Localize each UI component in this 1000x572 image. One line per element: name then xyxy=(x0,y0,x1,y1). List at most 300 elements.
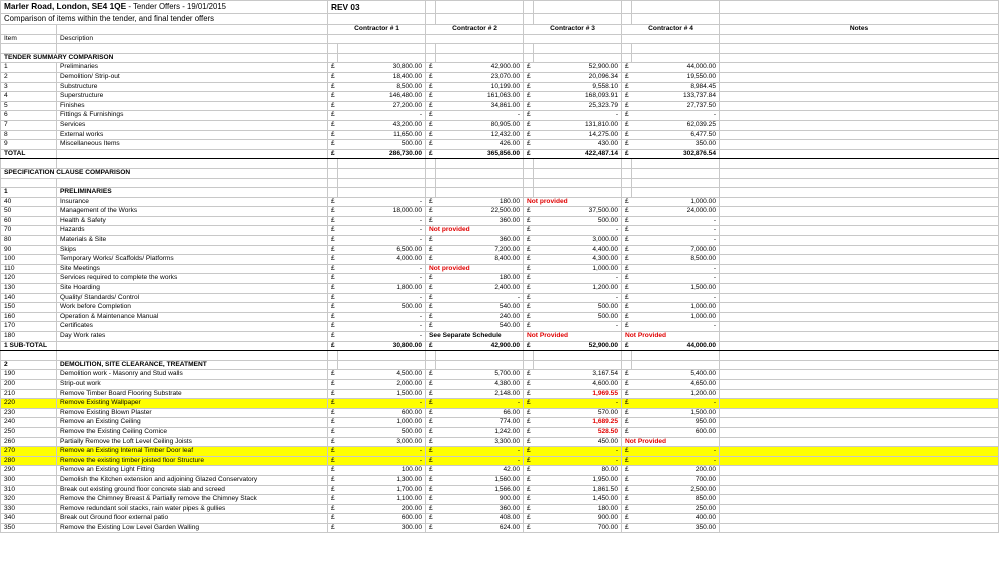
currency-symbol[interactable]: £ xyxy=(524,236,534,246)
contractor-4-value[interactable]: - xyxy=(632,399,720,409)
contractor-2-value[interactable]: 540.00 xyxy=(436,322,524,332)
contractor-3-value[interactable]: 4,300.00 xyxy=(534,255,622,265)
clause-number[interactable]: 70 xyxy=(1,226,57,236)
currency-symbol[interactable]: £ xyxy=(524,389,534,399)
contractor-3-value[interactable]: Not provided xyxy=(524,197,622,207)
currency-symbol[interactable]: £ xyxy=(524,370,534,380)
clause-number[interactable]: 140 xyxy=(1,293,57,303)
currency-symbol[interactable]: £ xyxy=(622,379,632,389)
blank-cell[interactable] xyxy=(534,53,622,63)
clause-description[interactable]: Insurance xyxy=(57,197,328,207)
currency-symbol[interactable]: £ xyxy=(426,466,436,476)
blank-cell[interactable] xyxy=(1,44,57,54)
clause-number[interactable]: 100 xyxy=(1,255,57,265)
contractor-2-value[interactable]: 10,199.00 xyxy=(436,82,524,92)
currency-symbol[interactable]: £ xyxy=(426,120,436,130)
blank-cell[interactable] xyxy=(338,360,426,370)
contractor-3-value[interactable]: - xyxy=(534,226,622,236)
contractor-1-value[interactable]: - xyxy=(338,456,426,466)
contractor-3-value[interactable]: 570.00 xyxy=(534,408,622,418)
clause-number[interactable]: 300 xyxy=(1,475,57,485)
item-description[interactable]: Substructure xyxy=(57,82,328,92)
contractor-1-value[interactable]: 18,400.00 xyxy=(338,72,426,82)
currency-symbol[interactable]: £ xyxy=(524,495,534,505)
contractor-1-value[interactable]: - xyxy=(338,332,426,342)
blank-cell[interactable] xyxy=(720,34,999,44)
blank-cell[interactable] xyxy=(524,1,534,14)
item-description[interactable]: Demolition/ Strip-out xyxy=(57,72,328,82)
currency-symbol[interactable]: £ xyxy=(622,523,632,533)
clause-number[interactable]: 280 xyxy=(1,456,57,466)
currency-symbol[interactable]: £ xyxy=(524,399,534,409)
blank-cell[interactable] xyxy=(622,178,632,188)
currency-symbol[interactable]: £ xyxy=(328,130,338,140)
document-title[interactable] xyxy=(1,1,328,14)
blank-cell[interactable] xyxy=(622,159,632,169)
notes-cell[interactable] xyxy=(720,447,999,457)
clause-description[interactable]: Health & Safety xyxy=(57,216,328,226)
currency-symbol[interactable]: £ xyxy=(426,216,436,226)
contractor-4-value[interactable]: 1,000.00 xyxy=(632,312,720,322)
currency-symbol[interactable]: £ xyxy=(622,149,632,159)
contractor-2-value[interactable]: Not provided xyxy=(426,264,524,274)
currency-symbol[interactable]: £ xyxy=(622,293,632,303)
blank-cell[interactable] xyxy=(328,53,338,63)
clause-description[interactable]: Break out Ground floor external patio xyxy=(57,514,328,524)
blank-cell[interactable] xyxy=(338,351,426,361)
notes-cell[interactable] xyxy=(720,495,999,505)
item-number[interactable]: 1 xyxy=(1,63,57,73)
contractor-3-value[interactable]: 52,900.00 xyxy=(534,63,622,73)
contractor-4-value[interactable]: - xyxy=(632,293,720,303)
clause-number[interactable]: 240 xyxy=(1,418,57,428)
currency-symbol[interactable]: £ xyxy=(622,418,632,428)
clause-number[interactable]: 340 xyxy=(1,514,57,524)
clause-number[interactable]: 320 xyxy=(1,495,57,505)
currency-symbol[interactable]: £ xyxy=(426,274,436,284)
contractor-2-value[interactable]: 22,500.00 xyxy=(436,207,524,217)
notes-cell[interactable] xyxy=(720,207,999,217)
clause-description[interactable]: Site Meetings xyxy=(57,264,328,274)
blank-cell[interactable] xyxy=(338,44,426,54)
blank-cell[interactable] xyxy=(524,14,534,25)
blank-cell[interactable] xyxy=(426,14,436,25)
spec-heading[interactable]: SPECIFICATION CLAUSE COMPARISON xyxy=(1,168,328,178)
currency-symbol[interactable]: £ xyxy=(328,274,338,284)
currency-symbol[interactable]: £ xyxy=(622,399,632,409)
currency-symbol[interactable]: £ xyxy=(328,427,338,437)
contractor-1-value[interactable]: 2,000.00 xyxy=(338,379,426,389)
blank-cell[interactable] xyxy=(436,351,524,361)
notes-cell[interactable] xyxy=(720,149,999,159)
currency-symbol[interactable]: £ xyxy=(524,418,534,428)
currency-symbol[interactable]: £ xyxy=(622,466,632,476)
currency-symbol[interactable]: £ xyxy=(426,111,436,121)
currency-symbol[interactable]: £ xyxy=(524,437,534,447)
notes-cell[interactable] xyxy=(720,466,999,476)
blank-cell[interactable] xyxy=(436,1,524,14)
notes-cell[interactable] xyxy=(720,418,999,428)
currency-symbol[interactable]: £ xyxy=(622,226,632,236)
currency-symbol[interactable]: £ xyxy=(328,514,338,524)
contractor-2-value[interactable]: - xyxy=(436,293,524,303)
contractor-3-value[interactable]: 80.00 xyxy=(534,466,622,476)
currency-symbol[interactable]: £ xyxy=(328,111,338,121)
blank-cell[interactable] xyxy=(338,53,426,63)
currency-symbol[interactable]: £ xyxy=(328,379,338,389)
currency-symbol[interactable]: £ xyxy=(426,101,436,111)
contractor-3-value[interactable]: 25,323.79 xyxy=(534,101,622,111)
contractor-4-value[interactable]: 44,000.00 xyxy=(632,341,720,351)
currency-symbol[interactable]: £ xyxy=(426,427,436,437)
notes-cell[interactable] xyxy=(720,226,999,236)
blank-cell[interactable] xyxy=(622,168,632,178)
contractor-2-value[interactable]: 365,856.00 xyxy=(436,149,524,159)
contractor-2-value[interactable]: 900.00 xyxy=(436,495,524,505)
contractor-3-value[interactable]: 168,093.91 xyxy=(534,92,622,102)
contractor-2-value[interactable]: 4,380.00 xyxy=(436,379,524,389)
contractor-3-value[interactable]: 9,558.10 xyxy=(534,82,622,92)
currency-symbol[interactable]: £ xyxy=(524,149,534,159)
clause-description[interactable]: Site Hoarding xyxy=(57,284,328,294)
currency-symbol[interactable]: £ xyxy=(524,140,534,150)
contractor-1-value[interactable]: 500.00 xyxy=(338,303,426,313)
currency-symbol[interactable]: £ xyxy=(328,264,338,274)
contractor-2-value[interactable]: 360.00 xyxy=(436,236,524,246)
currency-symbol[interactable]: £ xyxy=(524,245,534,255)
item-description[interactable]: Finishes xyxy=(57,101,328,111)
contractor-3-value[interactable]: 1,689.25 xyxy=(534,418,622,428)
currency-symbol[interactable]: £ xyxy=(622,475,632,485)
blank-cell[interactable] xyxy=(622,44,632,54)
currency-symbol[interactable]: £ xyxy=(426,140,436,150)
blank-cell[interactable] xyxy=(720,53,999,63)
clause-description[interactable]: Remove Existing Wallpaper xyxy=(57,399,328,409)
blank-cell[interactable] xyxy=(436,53,524,63)
clause-description[interactable]: Remove the Existing Ceiling Cornice xyxy=(57,427,328,437)
currency-symbol[interactable]: £ xyxy=(426,399,436,409)
currency-symbol[interactable]: £ xyxy=(524,322,534,332)
contractor-2-value[interactable]: 80,905.00 xyxy=(436,120,524,130)
contractor-1-header[interactable]: Contractor # 1 xyxy=(328,25,426,35)
clause-number[interactable]: 350 xyxy=(1,523,57,533)
clause-number[interactable]: 170 xyxy=(1,322,57,332)
currency-symbol[interactable]: £ xyxy=(622,514,632,524)
contractor-3-value[interactable]: 4,400.00 xyxy=(534,245,622,255)
contractor-2-value[interactable]: 42.00 xyxy=(436,466,524,476)
blank-cell[interactable] xyxy=(328,178,338,188)
clause-number[interactable]: 200 xyxy=(1,379,57,389)
contractor-4-value[interactable]: 44,000.00 xyxy=(632,63,720,73)
contractor-4-value[interactable]: 1,000.00 xyxy=(632,303,720,313)
contractor-2-value[interactable]: 3,300.00 xyxy=(436,437,524,447)
currency-symbol[interactable]: £ xyxy=(328,197,338,207)
currency-symbol[interactable]: £ xyxy=(426,379,436,389)
contractor-1-value[interactable]: 600.00 xyxy=(338,514,426,524)
notes-cell[interactable] xyxy=(720,427,999,437)
clause-description[interactable]: Work before Completion xyxy=(57,303,328,313)
contractor-1-value[interactable]: 30,800.00 xyxy=(338,341,426,351)
contractor-4-value[interactable]: 27,737.50 xyxy=(632,101,720,111)
blank-cell[interactable] xyxy=(524,53,534,63)
blank-cell[interactable] xyxy=(1,159,57,169)
contractor-3-value[interactable]: 3,000.00 xyxy=(534,236,622,246)
currency-symbol[interactable]: £ xyxy=(622,197,632,207)
contractor-2-value[interactable]: See Separate Schedule xyxy=(426,332,524,342)
contractor-3-value[interactable]: 3,167.54 xyxy=(534,370,622,380)
contractor-2-value[interactable]: 540.00 xyxy=(436,303,524,313)
currency-symbol[interactable]: £ xyxy=(524,226,534,236)
contractor-1-value[interactable]: 18,000.00 xyxy=(338,207,426,217)
item-description[interactable]: Preliminaries xyxy=(57,63,328,73)
clause-number[interactable]: 230 xyxy=(1,408,57,418)
currency-symbol[interactable]: £ xyxy=(622,207,632,217)
contractor-1-value[interactable]: 3,000.00 xyxy=(338,437,426,447)
item-number[interactable]: 6 xyxy=(1,111,57,121)
contractor-4-value[interactable]: 4,650.00 xyxy=(632,379,720,389)
contractor-4-value[interactable]: 350.00 xyxy=(632,140,720,150)
contractor-3-value[interactable]: - xyxy=(534,274,622,284)
blank-cell[interactable] xyxy=(426,360,436,370)
contractor-4-header[interactable]: Contractor # 4 xyxy=(622,25,720,35)
contractor-3-value[interactable]: 430.00 xyxy=(534,140,622,150)
contractor-4-value[interactable]: Not Provided xyxy=(622,437,720,447)
contractor-3-value[interactable]: - xyxy=(534,447,622,457)
item-number[interactable]: 2 xyxy=(1,72,57,82)
currency-symbol[interactable]: £ xyxy=(426,370,436,380)
contractor-3-value[interactable]: 500.00 xyxy=(534,216,622,226)
currency-symbol[interactable]: £ xyxy=(426,245,436,255)
blank-cell[interactable] xyxy=(720,44,999,54)
notes-cell[interactable] xyxy=(720,370,999,380)
blank-cell[interactable] xyxy=(338,168,426,178)
currency-symbol[interactable]: £ xyxy=(622,284,632,294)
contractor-4-value[interactable]: - xyxy=(632,111,720,121)
contractor-4-value[interactable]: - xyxy=(632,274,720,284)
notes-cell[interactable] xyxy=(720,72,999,82)
currency-symbol[interactable]: £ xyxy=(524,303,534,313)
contractor-3-header[interactable]: Contractor # 3 xyxy=(524,25,622,35)
currency-symbol[interactable]: £ xyxy=(426,408,436,418)
contractor-3-value[interactable]: 131,810.00 xyxy=(534,120,622,130)
currency-symbol[interactable]: £ xyxy=(524,485,534,495)
blank-cell[interactable] xyxy=(328,14,426,25)
blank-cell[interactable] xyxy=(622,53,632,63)
clause-number[interactable]: 310 xyxy=(1,485,57,495)
blank-cell[interactable] xyxy=(622,188,632,198)
subtotal-label[interactable]: 1 SUB-TOTAL xyxy=(1,341,57,351)
contractor-2-value[interactable]: 7,200.00 xyxy=(436,245,524,255)
currency-symbol[interactable]: £ xyxy=(328,437,338,447)
blank-cell[interactable] xyxy=(426,53,436,63)
contractor-4-value[interactable]: 1,500.00 xyxy=(632,408,720,418)
currency-symbol[interactable]: £ xyxy=(426,485,436,495)
clause-number[interactable]: 130 xyxy=(1,284,57,294)
contractor-4-value[interactable]: 1,500.00 xyxy=(632,284,720,294)
blank-cell[interactable] xyxy=(632,351,720,361)
clause-description[interactable]: Services required to complete the works xyxy=(57,274,328,284)
blank-cell[interactable] xyxy=(534,168,622,178)
blank-cell[interactable] xyxy=(1,25,57,35)
item-number[interactable]: 7 xyxy=(1,120,57,130)
contractor-3-value[interactable]: 37,500.00 xyxy=(534,207,622,217)
currency-symbol[interactable]: £ xyxy=(328,120,338,130)
currency-symbol[interactable]: £ xyxy=(524,130,534,140)
blank-cell[interactable] xyxy=(436,14,524,25)
currency-symbol[interactable]: £ xyxy=(328,284,338,294)
section-number[interactable]: 1 xyxy=(1,188,57,198)
revision-label[interactable]: REV 03 xyxy=(328,1,426,14)
contractor-3-value[interactable]: - xyxy=(534,111,622,121)
currency-symbol[interactable]: £ xyxy=(524,274,534,284)
clause-number[interactable]: 270 xyxy=(1,447,57,457)
currency-symbol[interactable]: £ xyxy=(524,475,534,485)
blank-cell[interactable] xyxy=(426,159,436,169)
currency-symbol[interactable]: £ xyxy=(328,236,338,246)
contractor-3-value[interactable]: 14,275.00 xyxy=(534,130,622,140)
currency-symbol[interactable]: £ xyxy=(524,92,534,102)
currency-symbol[interactable]: £ xyxy=(622,504,632,514)
contractor-3-value[interactable]: 1,969.55 xyxy=(534,389,622,399)
notes-header[interactable]: Notes xyxy=(720,25,999,35)
blank-cell[interactable] xyxy=(57,25,328,35)
currency-symbol[interactable]: £ xyxy=(328,322,338,332)
contractor-3-value[interactable]: 4,600.00 xyxy=(534,379,622,389)
contractor-2-value[interactable]: 240.00 xyxy=(436,312,524,322)
currency-symbol[interactable]: £ xyxy=(328,303,338,313)
notes-cell[interactable] xyxy=(720,475,999,485)
contractor-4-value[interactable]: 1,000.00 xyxy=(632,197,720,207)
clause-number[interactable]: 50 xyxy=(1,207,57,217)
currency-symbol[interactable]: £ xyxy=(622,427,632,437)
currency-symbol[interactable]: £ xyxy=(328,92,338,102)
currency-symbol[interactable]: £ xyxy=(328,82,338,92)
contractor-1-value[interactable]: 500.00 xyxy=(338,140,426,150)
currency-symbol[interactable]: £ xyxy=(328,495,338,505)
currency-symbol[interactable]: £ xyxy=(328,389,338,399)
contractor-1-value[interactable]: 1,700.00 xyxy=(338,485,426,495)
blank-cell[interactable] xyxy=(632,188,720,198)
contractor-3-value[interactable]: 500.00 xyxy=(534,312,622,322)
contractor-4-value[interactable]: - xyxy=(632,236,720,246)
blank-cell[interactable] xyxy=(534,14,622,25)
blank-cell[interactable] xyxy=(622,1,632,14)
currency-symbol[interactable]: £ xyxy=(622,447,632,457)
blank-cell[interactable] xyxy=(720,178,999,188)
blank-cell[interactable] xyxy=(57,159,328,169)
blank-cell[interactable] xyxy=(534,159,622,169)
contractor-3-value[interactable]: 500.00 xyxy=(534,303,622,313)
currency-symbol[interactable]: £ xyxy=(328,456,338,466)
contractor-2-value[interactable]: 5,700.00 xyxy=(436,370,524,380)
clause-number[interactable]: 60 xyxy=(1,216,57,226)
contractor-2-value[interactable]: - xyxy=(436,447,524,457)
currency-symbol[interactable]: £ xyxy=(524,312,534,322)
blank-cell[interactable] xyxy=(426,34,524,44)
contractor-3-value[interactable]: 180.00 xyxy=(534,504,622,514)
blank-cell[interactable] xyxy=(632,44,720,54)
currency-symbol[interactable]: £ xyxy=(622,264,632,274)
currency-symbol[interactable]: £ xyxy=(426,255,436,265)
contractor-3-value[interactable]: 52,900.00 xyxy=(534,341,622,351)
blank-cell[interactable] xyxy=(436,360,524,370)
description-header[interactable]: Description xyxy=(57,34,328,44)
contractor-3-value[interactable]: 700.00 xyxy=(534,523,622,533)
item-number[interactable]: 8 xyxy=(1,130,57,140)
notes-cell[interactable] xyxy=(720,140,999,150)
clause-description[interactable]: Partially Remove the Loft Level Ceiling Joists xyxy=(57,437,328,447)
blank-cell[interactable] xyxy=(57,351,328,361)
currency-symbol[interactable]: £ xyxy=(622,63,632,73)
notes-cell[interactable] xyxy=(720,485,999,495)
blank-cell[interactable] xyxy=(426,351,436,361)
blank-cell[interactable] xyxy=(436,178,524,188)
contractor-3-value[interactable]: 900.00 xyxy=(534,514,622,524)
contractor-3-value[interactable]: 1,450.00 xyxy=(534,495,622,505)
contractor-3-value[interactable]: - xyxy=(534,322,622,332)
blank-cell[interactable] xyxy=(328,360,338,370)
clause-description[interactable]: Quality/ Standards/ Control xyxy=(57,293,328,303)
currency-symbol[interactable]: £ xyxy=(524,293,534,303)
currency-symbol[interactable]: £ xyxy=(426,523,436,533)
clause-description[interactable]: Remove an Existing Light Fitting xyxy=(57,466,328,476)
contractor-2-value[interactable]: 624.00 xyxy=(436,523,524,533)
contractor-1-value[interactable]: 4,000.00 xyxy=(338,255,426,265)
blank-cell[interactable] xyxy=(534,1,622,14)
currency-symbol[interactable]: £ xyxy=(426,495,436,505)
clause-description[interactable]: Operation & Maintenance Manual xyxy=(57,312,328,322)
contractor-4-value[interactable]: 350.00 xyxy=(632,523,720,533)
currency-symbol[interactable]: £ xyxy=(426,130,436,140)
summary-heading[interactable]: TENDER SUMMARY COMPARISON xyxy=(1,53,328,63)
blank-cell[interactable] xyxy=(632,159,720,169)
contractor-3-value[interactable]: 422,487.14 xyxy=(534,149,622,159)
clause-description[interactable]: Remove Timber Board Flooring Substrate xyxy=(57,389,328,399)
currency-symbol[interactable]: £ xyxy=(622,274,632,284)
blank-cell[interactable] xyxy=(436,44,524,54)
currency-symbol[interactable]: £ xyxy=(622,456,632,466)
blank-cell[interactable] xyxy=(524,168,534,178)
currency-symbol[interactable]: £ xyxy=(426,236,436,246)
currency-symbol[interactable]: £ xyxy=(328,255,338,265)
currency-symbol[interactable]: £ xyxy=(524,111,534,121)
contractor-1-value[interactable]: 1,100.00 xyxy=(338,495,426,505)
currency-symbol[interactable]: £ xyxy=(426,504,436,514)
currency-symbol[interactable]: £ xyxy=(622,495,632,505)
blank-cell[interactable] xyxy=(632,1,720,14)
section-title[interactable]: PRELIMINARIES xyxy=(57,188,328,198)
clause-description[interactable]: Demolish the Kitchen extension and adjoining Glazed Conservatory xyxy=(57,475,328,485)
currency-symbol[interactable]: £ xyxy=(524,207,534,217)
clause-description[interactable]: Remove redundant soil stacks, rain water pipes & gullies xyxy=(57,504,328,514)
currency-symbol[interactable]: £ xyxy=(426,293,436,303)
currency-symbol[interactable]: £ xyxy=(426,72,436,82)
currency-symbol[interactable]: £ xyxy=(426,197,436,207)
contractor-2-value[interactable]: 774.00 xyxy=(436,418,524,428)
currency-symbol[interactable]: £ xyxy=(622,120,632,130)
currency-symbol[interactable]: £ xyxy=(524,341,534,351)
currency-symbol[interactable]: £ xyxy=(524,255,534,265)
blank-cell[interactable] xyxy=(524,360,534,370)
currency-symbol[interactable]: £ xyxy=(426,322,436,332)
contractor-4-value[interactable]: - xyxy=(632,322,720,332)
blank-cell[interactable] xyxy=(426,168,436,178)
blank-cell[interactable] xyxy=(632,168,720,178)
contractor-4-value[interactable]: 2,500.00 xyxy=(632,485,720,495)
document-subtitle[interactable]: Comparison of items within the tender, and final tender offers xyxy=(1,14,328,25)
contractor-3-value[interactable]: 1,200.00 xyxy=(534,284,622,294)
contractor-2-value[interactable]: 66.00 xyxy=(436,408,524,418)
